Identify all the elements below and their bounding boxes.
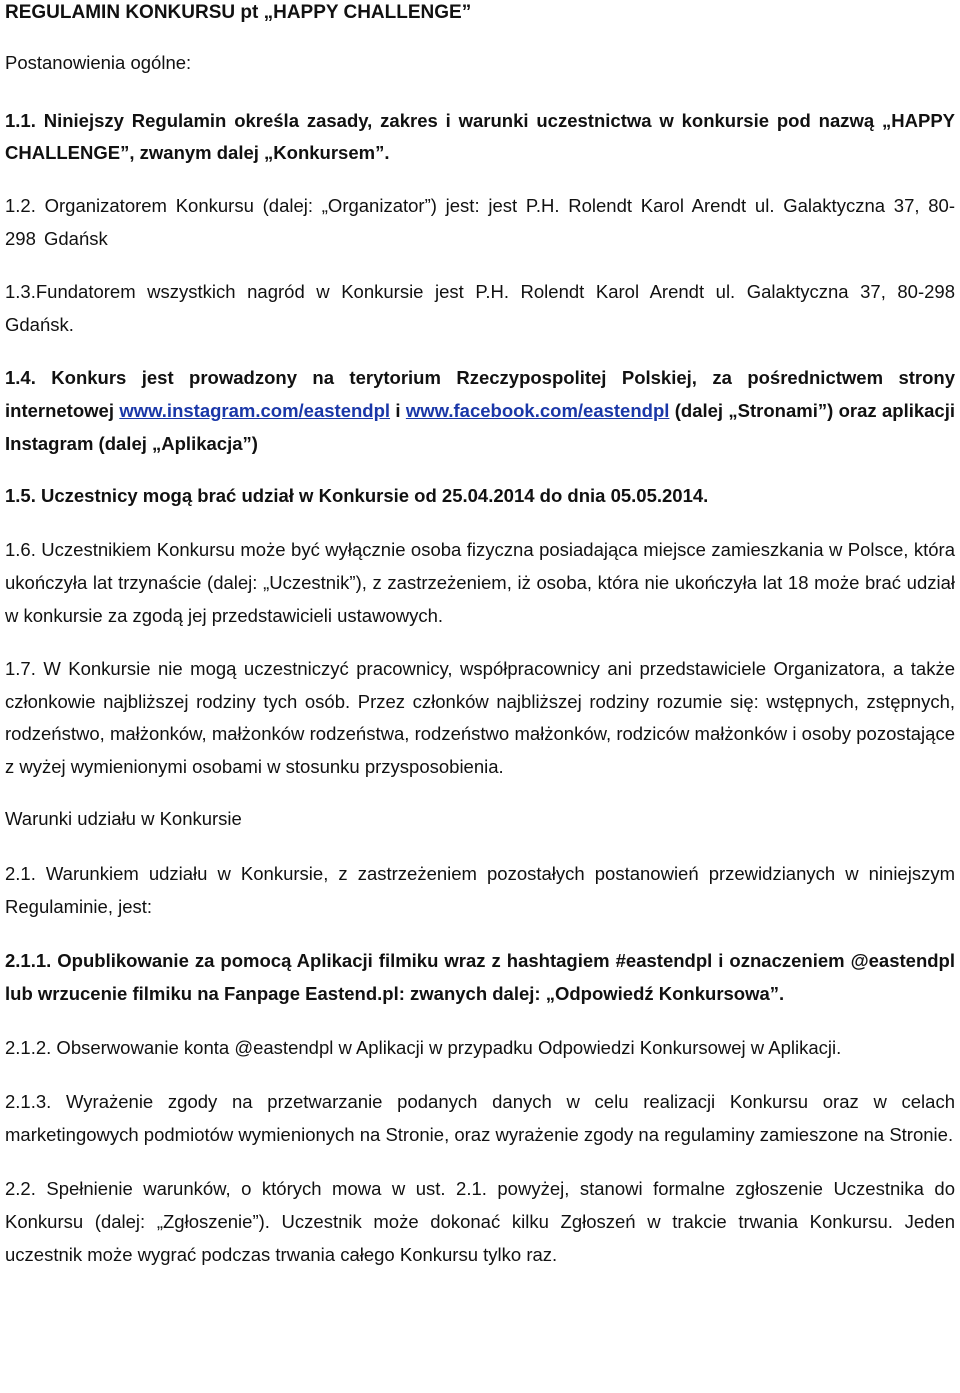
regulamin-document [5, 0, 955, 1271]
clause-1-1: 1.1. Niniejszy Regulamin określa zasady, zakres i warunki uczestnictwa w konkursie pod nazwą „HAPPY CHALLENGE”, zwanym dalej „Konkursem”. [5, 110, 955, 163]
spacer [5, 255, 955, 275]
section-heading-general: Postanowienia ogólne: [5, 52, 192, 73]
spacer [5, 783, 955, 805]
clause-2-1-2: 2.1.2. Obserwowanie konta @eastendpl w Aplikacji w przypadku Odpowiedzi Konkursowej w Aplikacji. [5, 1037, 842, 1058]
clause-1-4-text-c: (dalej „Stronami”) oraz aplikacji Instagram (dalej „Aplikacja”) [5, 400, 955, 454]
clause-1-7: 1.7. W Konkursie nie mogą uczestniczyć pracownicy, współpracownicy ani przedstawiciele Organizatora, a także członkowie najbliższej rodziny tych osób. Przez członków najbliższej rodziny rozumie się: wstępnych, zstępnych, rodzeństwo, małżonków, małżonków rodzeństwa, rodzeństwo małżonków, rodziców małżonków i osoby pozostające z wyżej wymienionymi osobami w stosunku przysposobienia. [5, 658, 955, 777]
clause-2-1: 2.1. Warunkiem udziału w Konkursie, z zastrzeżeniem pozostałych postanowień przewidzianych w niniejszym Regulaminie, jest: [5, 863, 955, 917]
spacer [5, 460, 955, 480]
clause-1-4-text-b: i [390, 400, 406, 421]
spacer [5, 1010, 955, 1031]
clause-2-2: 2.2. Spełnienie warunków, o których mowa w ust. 2.1. powyżej, stanowi formalne zgłoszenie Uczestnika do Konkursu (dalej: „Zgłoszenie”). Uczestnik może dokonać kilku Zgłoszeń w trakcie trwania Konkursu. Jeden uczestnik może wygrać podczas trwania całego Konkursu tylko raz. [5, 1178, 955, 1265]
spacer [5, 25, 955, 51]
instagram-link[interactable]: www.instagram.com/eastendpl [119, 400, 391, 421]
spacer [5, 833, 955, 857]
clause-2-1-1: 2.1.1. Opublikowanie za pomocą Aplikacji filmiku wraz z hashtagiem #eastendpl i oznaczeniem @eastendpl lub wrzucenie filmiku na Fanpage Eastend.pl: zwanych dalej: „Odpowiedź Konkursowa”. [5, 950, 955, 1004]
clause-1-3 [5, 275, 955, 341]
spacer [5, 512, 955, 533]
spacer [5, 75, 955, 105]
spacer [5, 632, 955, 653]
spacer [5, 1151, 955, 1172]
clause-1-4-text-a: 1.4. Konkurs jest prowadzony na terytorium Rzeczypospolitej Polskiej, za pośrednictwem strony internetowej [5, 367, 955, 421]
spacer [5, 341, 955, 361]
spacer [5, 1064, 955, 1085]
clause-1-5: 1.5. Uczestnicy mogą brać udział w Konkursie od 25.04.2014 do dnia 05.05.2014. [5, 485, 709, 506]
section-heading-conditions: Warunki udziału w Konkursie [5, 808, 242, 829]
clause-2-1-3: 2.1.3. Wyrażenie zgody na przetwarzanie podanych danych w celu realizacji Konkursu oraz w celach marketingowych podmiotów wymienionych na Stronie, oraz wyrażenie zgody na regulaminy zamieszone na Stronie. [5, 1091, 955, 1145]
clause-1-3-text: 1.3.Fundatorem wszystkich nagród w Konkursie jest P.H. Rolendt Karol Arendt ul. Galaktyczna 37, 80-298 Gdańsk. [5, 281, 955, 335]
clause-1-6: 1.6. Uczestnikiem Konkursu może być wyłącznie osoba fizyczna posiadająca miejsce zamieszkania w Polsce, która ukończyła lat trzynaście (dalej: „Uczestnik”), z zastrzeżeniem, iż osoba, która nie ukończyła lat 18 może brać udział w konkursie za zgodą jej przedstawicieli ustawowych. [5, 539, 955, 626]
document-title: REGULAMIN KONKURSU pt „HAPPY CHALLENGE” [5, 2, 472, 23]
clause-1-4 [5, 361, 955, 460]
spacer [5, 169, 955, 189]
clause-1-2: 1.2. Organizatorem Konkursu (dalej: „Organizator”) jest: jest P.H. Rolendt Karol Arendt ul. Galaktyczna 37, 80-298 Gdańsk [5, 195, 955, 249]
spacer [5, 923, 955, 944]
facebook-link[interactable]: www.facebook.com/eastendpl [405, 400, 670, 421]
